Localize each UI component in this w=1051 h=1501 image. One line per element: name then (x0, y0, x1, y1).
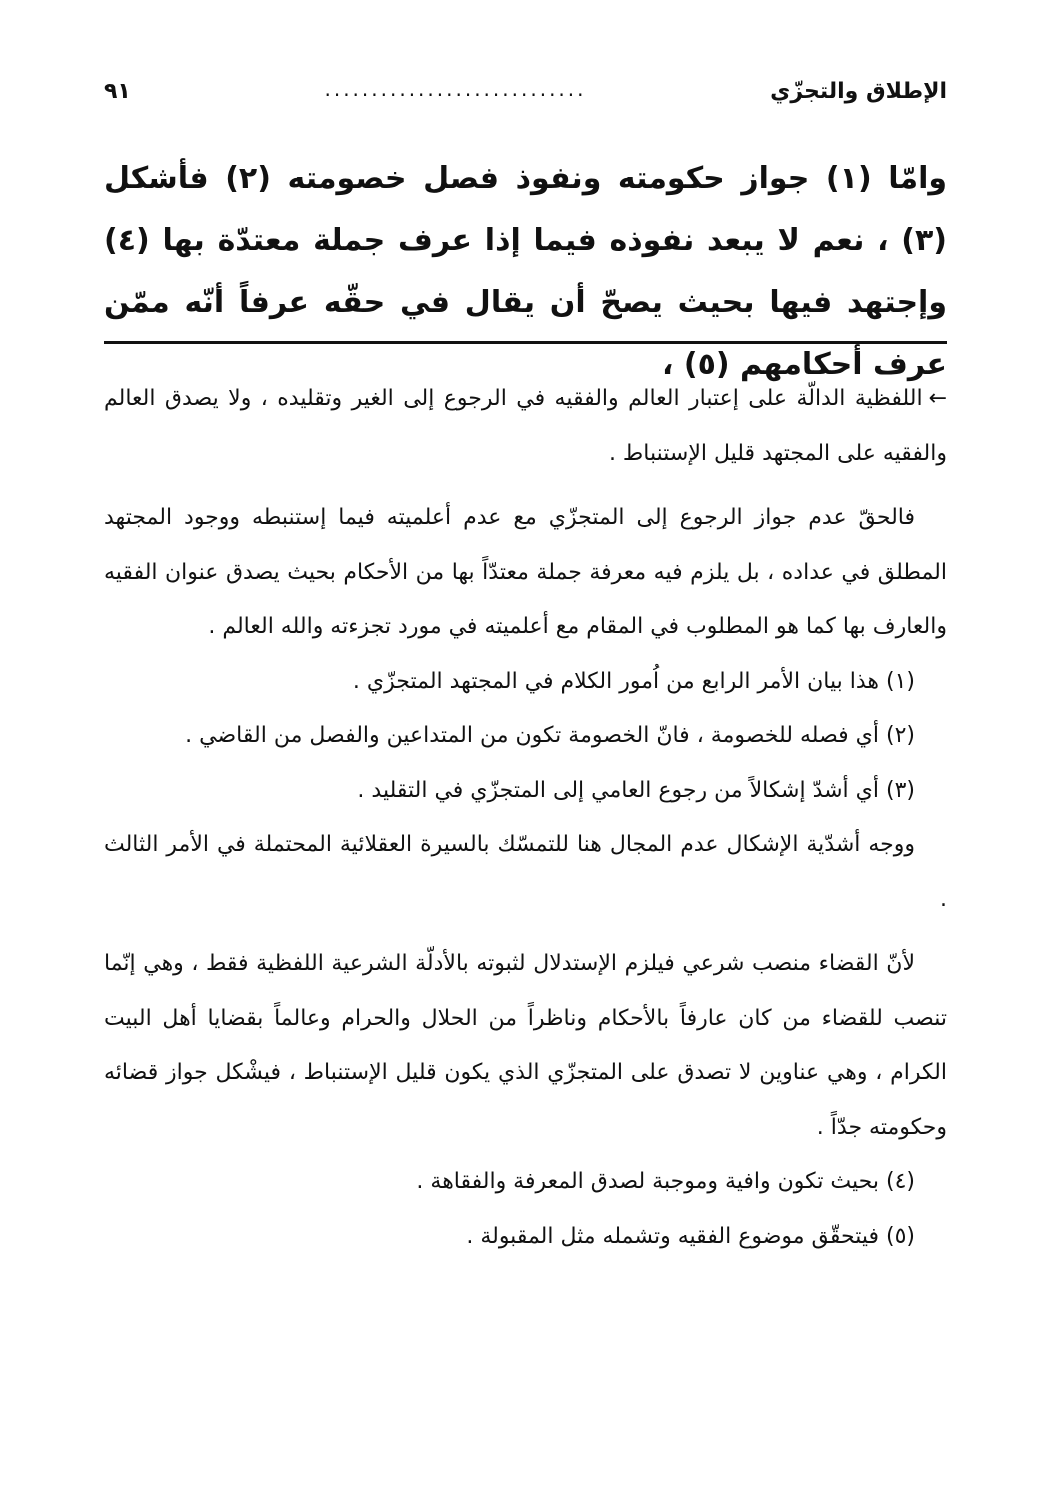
footnote-1: (١) هذا بيان الأمر الرابع من اُمور الكلام في المجتهد المتجزّي . (352, 668, 915, 694)
footnote-3-reason: ووجه أشدّية الإشكال عدم المجال هنا للتمسّك بالسيرة العقلائية المحتملة في الأمر الثالث . (104, 832, 947, 912)
footnotes (104, 372, 947, 1264)
continuation-arrow-icon: ← (928, 386, 947, 411)
chapter-title: الإطلاق والتجزّي (770, 79, 947, 104)
footnote-2: (٢) أي فصله للخصومة ، فانّ الخصومة تكون من المتداعين والفصل من القاضي . (185, 723, 915, 748)
footnote-continuation-text: اللفظية الدالّة على إعتبار العالم والفقيه في الرجوع إلى الغير وتقليده ، ولا يصدق العالم والفقيه على المجتهد قليل الإستنباط . (104, 386, 947, 466)
dot-leader: ............................ (324, 77, 587, 101)
main-paragraph: وامّا (١) جواز حكومته ونفوذ فصل خصومته (٢) فأشكل (٣) ، نعم لا يبعد نفوذه فيما إذا عرف جملة معتدّة بها (٤) وإجتهد فيها بحيث يصحّ أن يقال في حقّه عرفاً أنّه ممّن عرف أحكامهم (٥) ، (104, 161, 948, 382)
footnote-divider (104, 341, 947, 344)
footnote-continuation (104, 372, 947, 481)
page-number: ٩١ (104, 79, 131, 104)
footnote-5: (٥) فيتحقّق موضوع الفقيه وتشمله مثل المقبولة . (466, 1223, 915, 1249)
footnote-3: (٣) أي أشدّ إشكالاً من رجوع العامي إلى المتجزّي في التقليد . (357, 777, 915, 803)
running-header (104, 74, 947, 114)
footnote-3-explanation: لأنّ القضاء منصب شرعي فيلزم الإستدلال لثبوته بالأدلّة الشرعية اللفظية فقط ، وهي إنّما تنصب للقضاء من كان عارفاً بالأحكام وناظراً من الحلال والحرام وعالماً بقضايا أهل البيت الكرام ، وهي عناوين لا تصدق على المتجزّي الذي يكون قليل الإستنباط ، فيشْكل جواز قضائه وحكومته جدّاً . (104, 951, 947, 1140)
footnote-4: (٤) بحيث تكون وافية وموجبة لصدق المعرفة والفقاهة . (416, 1169, 915, 1194)
footnote-conclusion: فالحقّ عدم جواز الرجوع إلى المتجزّي مع عدم أعلميته فيما إستنبطه ووجود المجتهد المطلق في عداده ، بل يلزم فيه معرفة جملة معتدّاً بها من الأحكام بحيث يصدق عنوان الفقيه والعارف بها كما هو المطلوب في المقام مع أعلميته في مورد تجزءته والله العالم . (104, 505, 947, 639)
